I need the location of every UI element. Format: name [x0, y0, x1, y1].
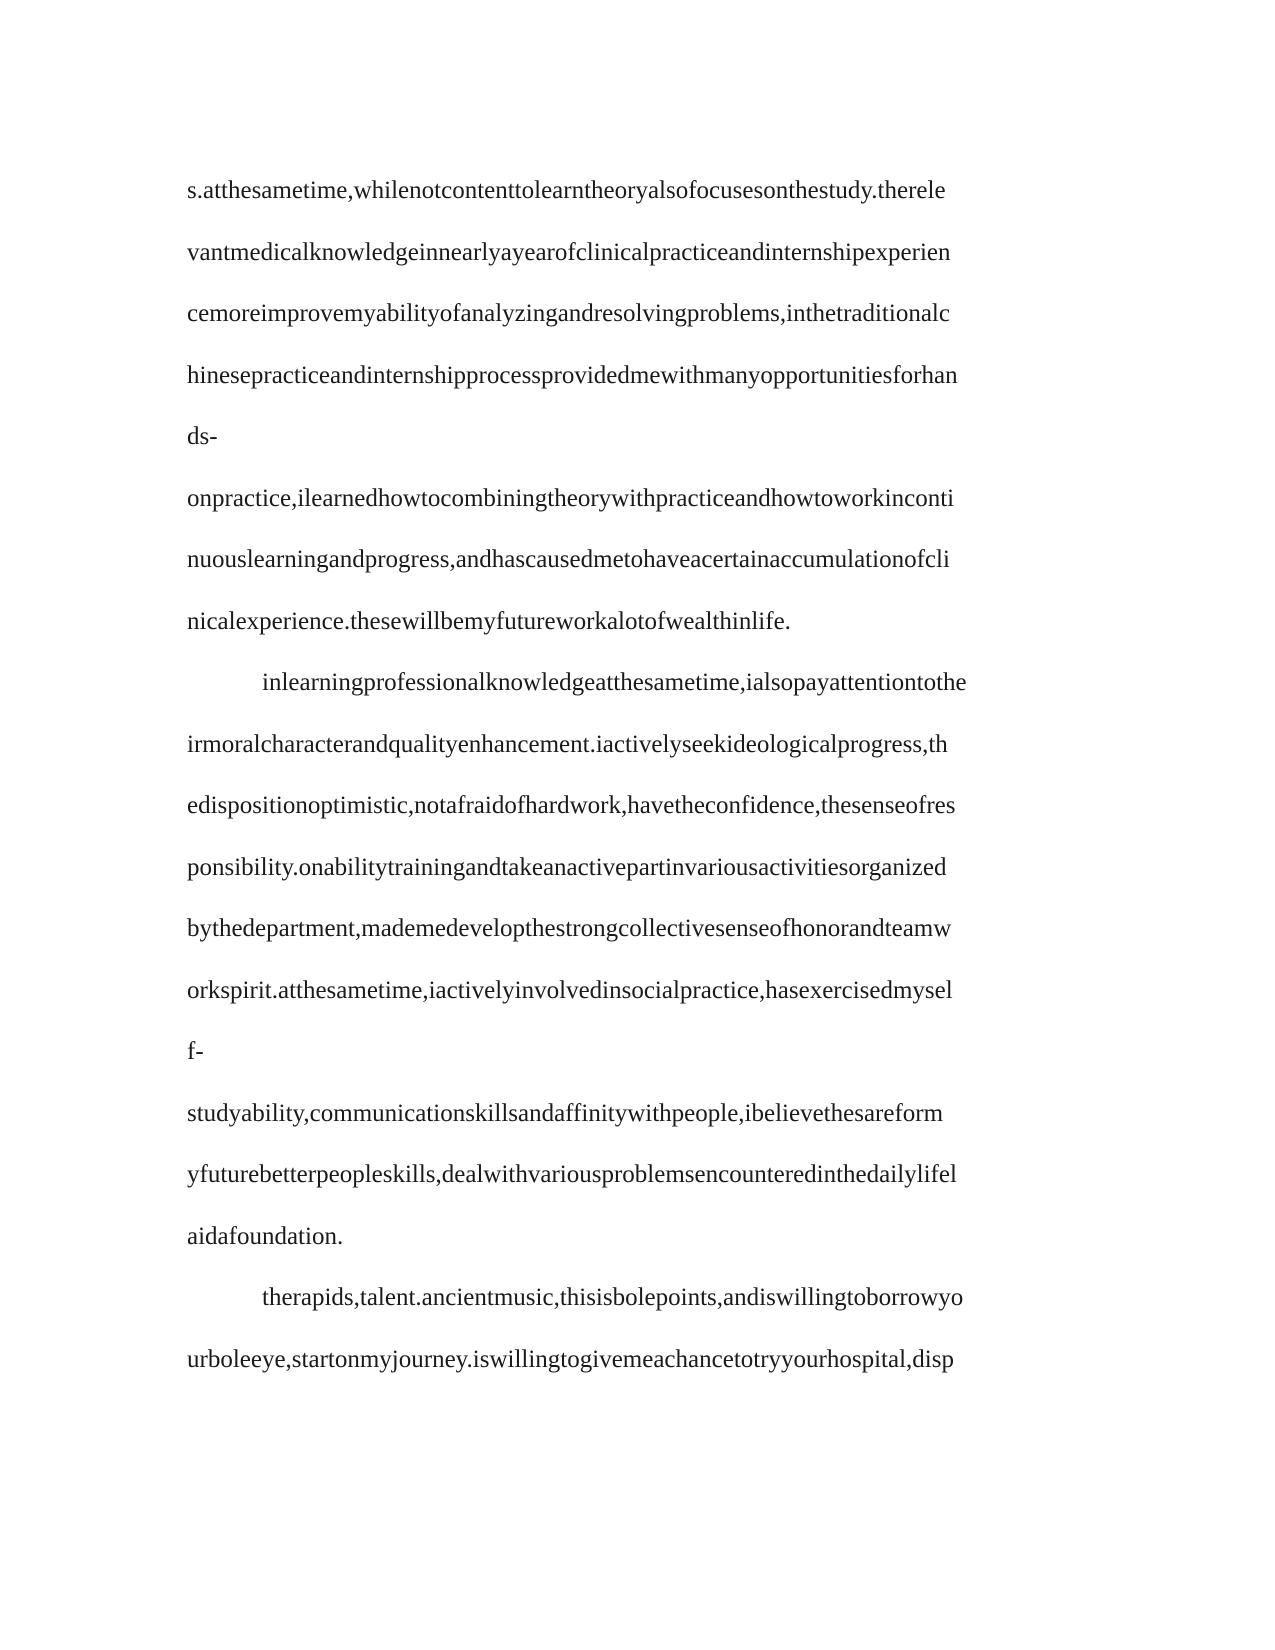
text-line: bythedepartment,mademedevelopthestrongcollectivesenseofhonorandteamw [187, 915, 952, 942]
text-line: yfuturebetterpeopleskills,dealwithvariousproblemsencounteredinthedailylifel [187, 1161, 957, 1188]
body-text [187, 160, 1087, 1390]
text-line: nuouslearningandprogress,andhascausedmetohaveacertainaccumulationofcli [187, 546, 950, 573]
text-line: ds- [187, 423, 218, 450]
paragraph-first-line: therapids,talent.ancientmusic,thisisbolepoints,andiswillingtoborrowyo [262, 1284, 964, 1311]
text-line: f- [187, 1038, 204, 1065]
text-line: hinesepracticeandinternshipprocessprovidedmewithmanyopportunitiesforhan [187, 361, 958, 389]
text-line: ponsibility.onabilitytrainingandtakeanactivepartinvariousactivitiesorganized [187, 853, 947, 881]
text-line: vantmedicalknowledgeinnearlyayearofclinicalpracticeandinternshipexperien [187, 238, 951, 266]
text-line: irmoralcharacterandqualityenhancement.iactivelyseekideologicalprogress,th [187, 730, 948, 758]
text-line: urboleeye,startonmyjourney.iswillingtogivemeachancetotryyourhospital,disp [187, 1345, 954, 1373]
text-line: studyability,communicationskillsandaffinitywithpeople,ibelievethesareform [187, 1099, 944, 1127]
text-line: s.atthesametime,whilenotcontenttolearntheoryalsofocusesonthestudy.therele [187, 177, 946, 204]
text-line: aidafoundation. [187, 1222, 344, 1250]
paragraph-first-line: inlearningprofessionalknowledgeatthesametime,ialsopayattentiontothe [262, 669, 967, 696]
text-line: edispositionoptimistic,notafraidofhardwork,havetheconfidence,thesenseofres [187, 792, 956, 819]
text-line: onpractice,ilearnedhowtocombiningtheorywithpracticeandhowtoworkinconti [187, 484, 955, 512]
text-line: nicalexperience.thesewillbemyfutureworkalotofwealthinlife. [187, 607, 791, 635]
text-line: cemoreimprovemyabilityofanalyzingandresolvingproblems,inthetraditionalc [187, 300, 950, 327]
text-line: orkspirit.atthesametime,iactivelyinvolvedinsocialpractice,hasexercisedmysel [187, 976, 953, 1004]
